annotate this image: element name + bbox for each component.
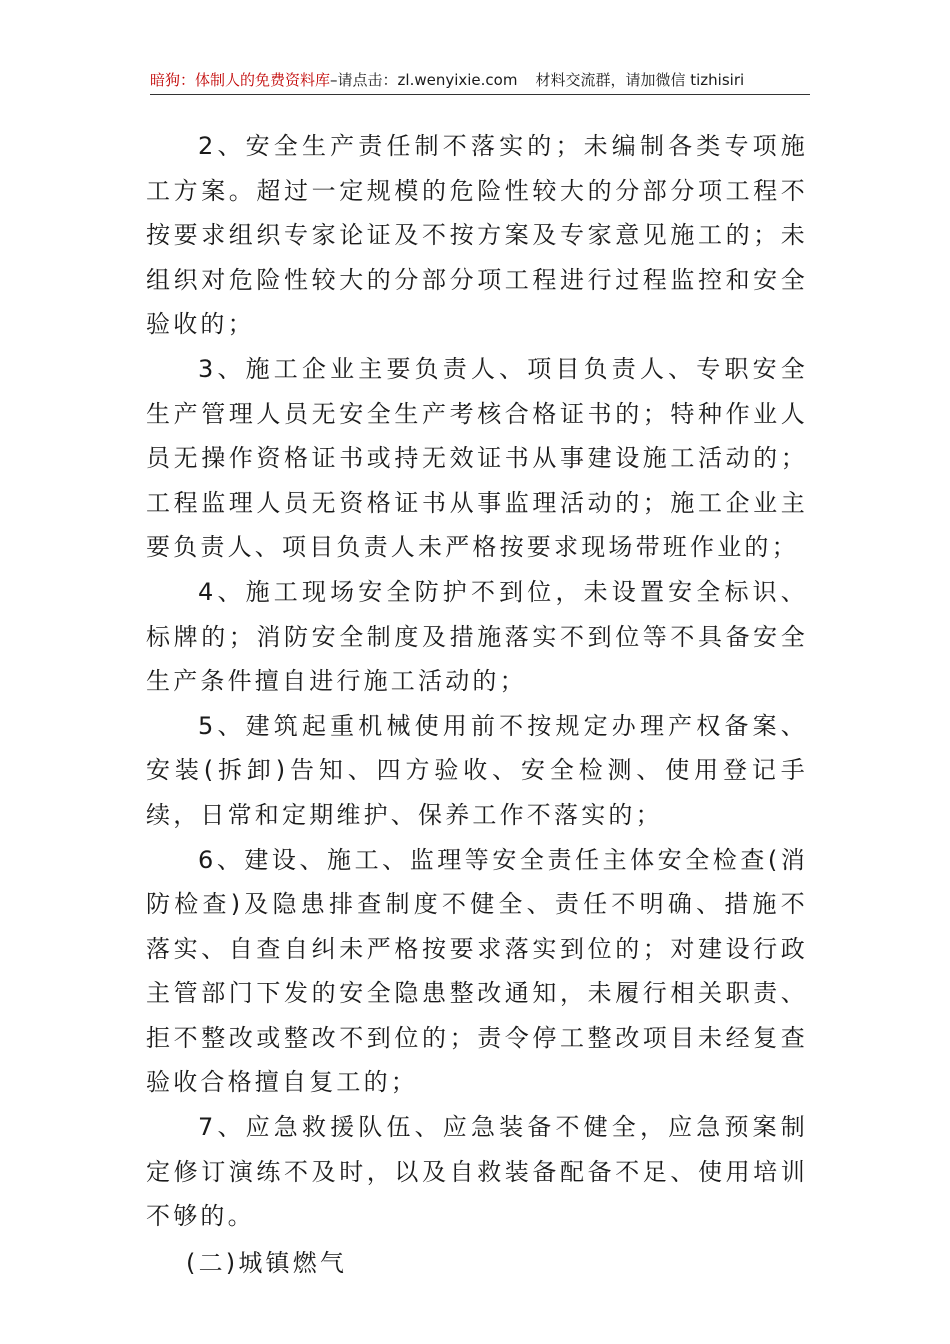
paragraph-item-7: 7、应急救援队伍、应急装备不健全，应急预案制定修订演练不及时，以及自救装备配备不足、使用培训不够的。 [146, 1113, 808, 1231]
paragraph-item-5: 5、建筑起重机械使用前不按规定办理产权备案、安装(拆卸)告知、四方验收、安全检测、使用登记手续，日常和定期维护、保养工作不落实的； [146, 711, 808, 829]
header-site-name: 暗狗：体制人的免费资料库 [150, 71, 331, 89]
page-header [150, 66, 810, 95]
header-url-link[interactable]: zl.wenyixie.com [397, 71, 518, 89]
paragraph-item-6: 6、建设、施工、监理等安全责任主体安全检查(消防检查)及隐患排查制度不健全、责任不明确、措施不落实、自查自纠未严格按要求落实到位的；对建设行政主管部门下发的安全隐患整改通知，未履行相关职责、拒不整改或整改不到位的；责令停工整改项目未经复查验收合格擅自复工的； [146, 845, 808, 1097]
paragraph-item-2: 2、安全生产责任制不落实的；未编制各类专项施工方案。超过一定规模的危险性较大的分部分项工程不按要求组织专家论证及不按方案及专家意见施工的；未组织对危险性较大的分部分项工程进行过程监控和安全验收的； [146, 132, 808, 339]
paragraph-item-3: 3、施工企业主要负责人、项目负责人、专职安全生产管理人员无安全生产考核合格证书的；特种作业人员无操作资格证书或持无效证书从事建设施工活动的；工程监理人员无资格证书从事监理活动的；施工企业主要负责人、项目负责人未严格按要求现场带班作业的； [146, 354, 808, 562]
document-body [146, 124, 808, 1285]
paragraph-item-4: 4、施工现场安全防护不到位，未设置安全标识、标牌的；消防安全制度及措施落实不到位等不具备安全生产条件擅自进行施工活动的； [146, 577, 808, 696]
header-group-note: 材料交流群，请加微信 tizhisiri [535, 71, 745, 89]
section-subheading: (二)城镇燃气 [186, 1248, 348, 1277]
header-click-prompt: –请点击： [330, 71, 398, 89]
